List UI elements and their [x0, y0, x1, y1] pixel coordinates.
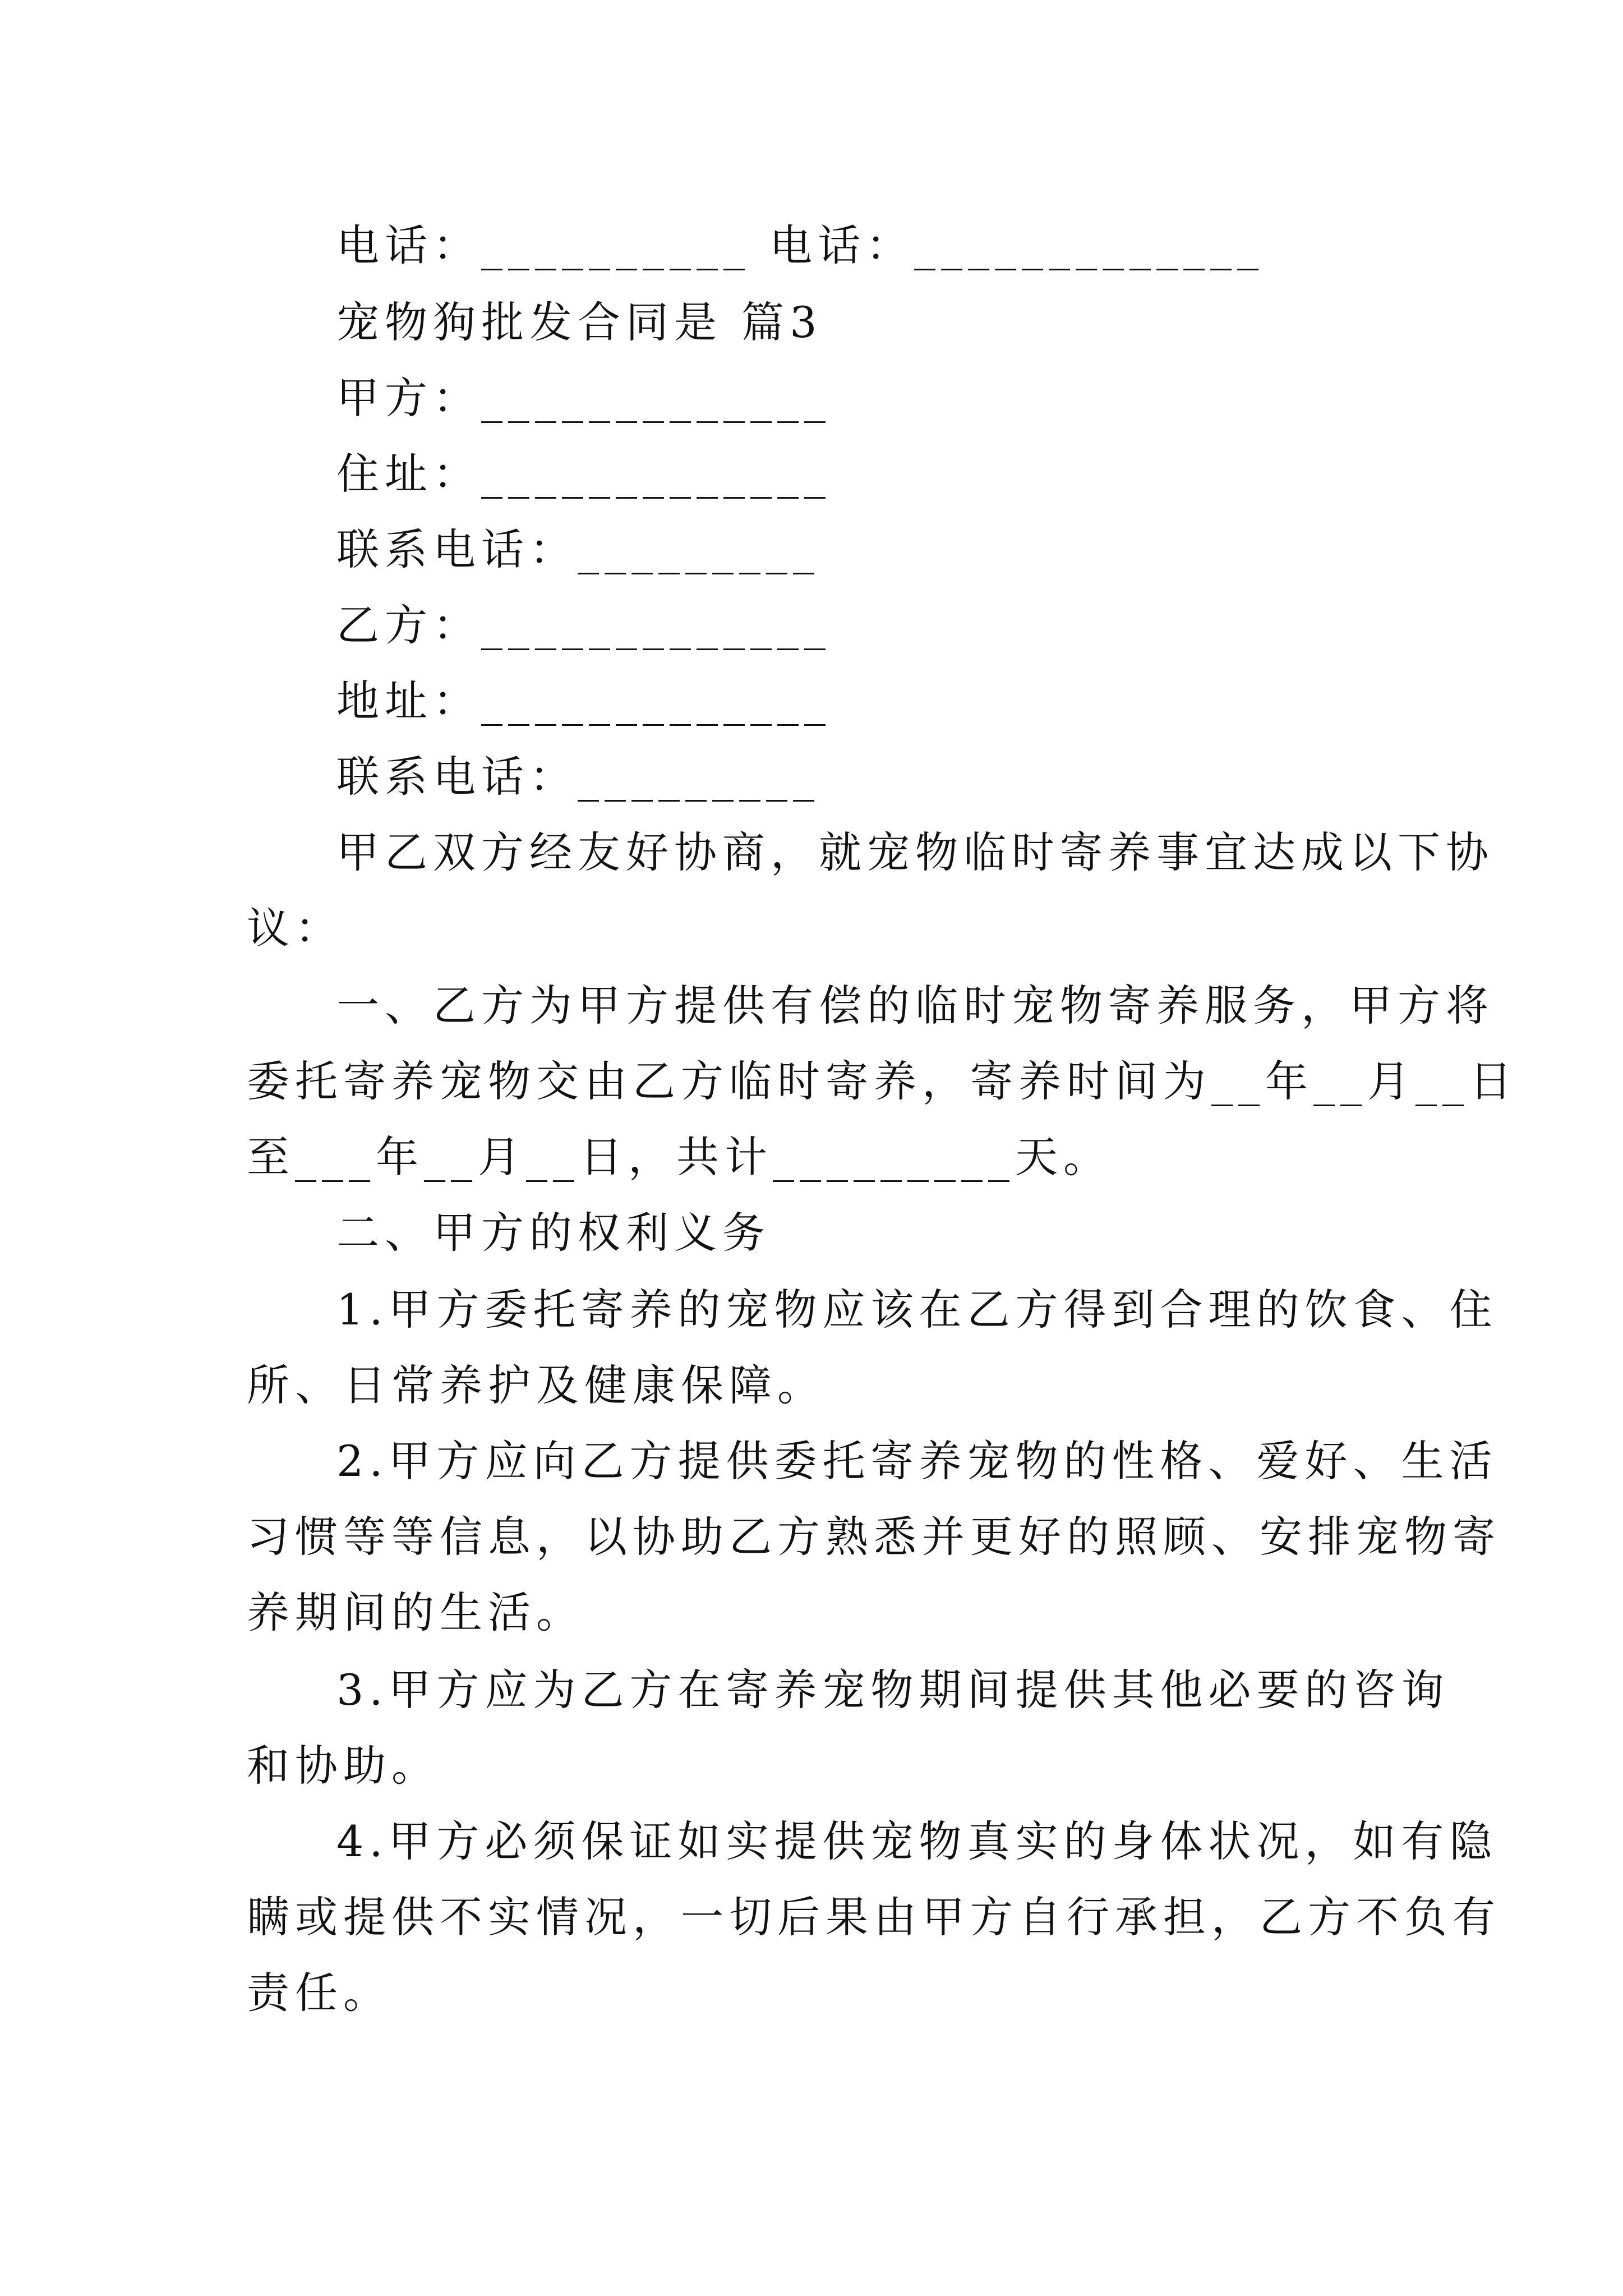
intro-paragraph-line-2: 议： — [247, 903, 343, 953]
section-2-heading: 二、甲方的权利义务 — [336, 1208, 771, 1258]
clause-1-line-2: 委托寄养宠物交由乙方临时寄养，寄养时间为__年__月__日 — [247, 1056, 1518, 1106]
party-b-address-line: 地址：_____________ — [336, 676, 831, 726]
party-b-line: 乙方：_____________ — [336, 600, 831, 650]
item-3-line-2: 和协助。 — [247, 1741, 440, 1791]
item-1-line-1: 1.甲方委托寄养的宠物应该在乙方得到合理的饮食、住 — [336, 1285, 1498, 1335]
intro-paragraph-line-1: 甲乙双方经友好协商，就宠物临时寄养事宜达成以下协 — [336, 827, 1494, 877]
party-a-address-line: 住址：_____________ — [336, 449, 831, 499]
item-2-line-2: 习惯等等信息，以协助乙方熟悉并更好的照顾、安排宠物寄 — [247, 1512, 1501, 1562]
item-4-line-3: 责任。 — [247, 1968, 391, 2018]
item-4-line-2: 瞒或提供不实情况，一切后果由甲方自行承担，乙方不负有 — [247, 1892, 1501, 1942]
party-a-line: 甲方：_____________ — [336, 373, 831, 423]
clause-1-line-1: 一、乙方为甲方提供有偿的临时宠物寄养服务，甲方将 — [336, 981, 1494, 1030]
party-a-phone-line: 联系电话：_________ — [336, 524, 820, 574]
item-3-line-1: 3.甲方应为乙方在寄养宠物期间提供其他必要的咨询 — [336, 1665, 1450, 1715]
party-b-phone-line: 联系电话：_________ — [336, 752, 820, 802]
item-4-line-1: 4.甲方必须保证如实提供宠物真实的身体状况，如有隐 — [336, 1816, 1498, 1866]
item-2-line-3: 养期间的生活。 — [247, 1588, 584, 1637]
clause-1-line-3: 至___年__月__日，共计_________天。 — [247, 1132, 1112, 1182]
phone-line: 电话：__________ 电话：_____________ — [336, 220, 1265, 270]
section-title: 宠物狗批发合同是 篇3 — [336, 297, 823, 347]
item-2-line-1: 2.甲方应向乙方提供委托寄养宠物的性格、爱好、生活 — [336, 1436, 1498, 1486]
item-1-line-2: 所、日常养护及健康保障。 — [247, 1360, 826, 1410]
